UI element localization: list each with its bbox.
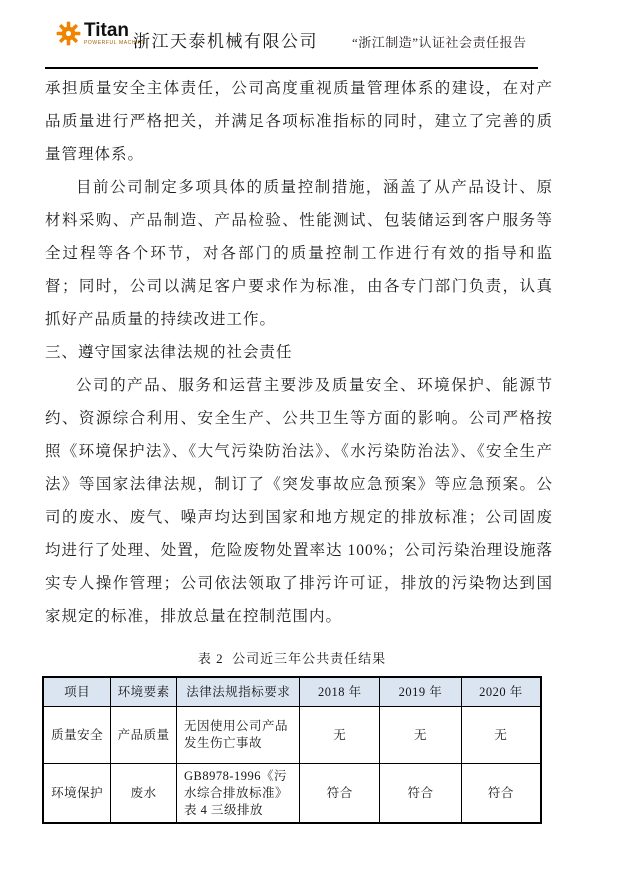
section-heading-legal-responsibility: 三、遵守国家法律法规的社会责任 — [45, 344, 293, 361]
table-header-2018: 2018 年 — [300, 677, 380, 707]
brand-tagline: POWERFUL MACHINE — [84, 40, 147, 46]
paragraph-legal-compliance: 公司的产品、服务和运营主要涉及质量安全、环境保护、能源节约、资源综合利用、安全生产、公共卫生等方面的影响。公司严格按照《环境保护法》、《大气污染防治法》、《水污染防治法》、《安全生产法》等国家法律法规，制订了《突发事故应急预案》等应急预案。公司的废水、废气、噪声均达到国家和地方规定的排放标准；公司固废均进行了处理、处置，危险废物处置率达 100%；公司污染治理设施落实专人操作管理；公司依法领取了排污许可证，排放的污染物达到国家规定的标准，排放总量在控制范围内。 — [45, 377, 553, 625]
table-caption: 表 2 公司近三年公共责任结果 — [197, 651, 387, 666]
company-name: 浙江天泰机械有限公司 — [133, 32, 318, 51]
table-cell: 无因使用公司产品发生伤亡事故 — [176, 707, 300, 764]
table-row-quality-safety — [43, 707, 541, 764]
paragraph-quality-responsibility: 承担质量安全主体责任，公司高度重视质量管理体系的建设，在对产品质量进行严格把关，并满足各项标准指标的同时，建立了完善的质量管理体系。 — [45, 80, 553, 163]
table-row-environment-protection — [43, 764, 541, 824]
table-cell: 无 — [380, 707, 462, 764]
table-header-legal-requirement: 法律法规指标要求 — [176, 677, 300, 707]
page-header — [0, 0, 625, 70]
table-cell: 废水 — [111, 764, 177, 824]
table-cell: GB8978-1996《污水综合排放标准》表 4 三级排放 — [176, 764, 300, 824]
table-cell: 产品质量 — [111, 707, 177, 764]
report-title: “浙江制造”认证社会责任报告 — [352, 35, 527, 50]
table-cell: 质量安全 — [43, 707, 111, 764]
table-cell: 环境保护 — [43, 764, 111, 824]
table-header-item: 项目 — [43, 677, 111, 707]
table-header-env-factor: 环境要素 — [111, 677, 177, 707]
table-cell: 无 — [300, 707, 380, 764]
table-cell: 符合 — [380, 764, 462, 824]
header-divider — [45, 67, 538, 69]
table-cell: 符合 — [461, 764, 541, 824]
table-header-2020: 2020 年 — [461, 677, 541, 707]
gear-icon — [56, 21, 81, 46]
table-cell: 无 — [461, 707, 541, 764]
brand-name: Titan — [84, 20, 130, 41]
document-body — [45, 72, 553, 633]
public-responsibility-table — [42, 676, 542, 824]
table-header-2019: 2019 年 — [380, 677, 462, 707]
paragraph-quality-control: 目前公司制定多项具体的质量控制措施，涵盖了从产品设计、原材料采购、产品制造、产品检验、性能测试、包装储运到客户服务等全过程等各个环节，对各部门的质量控制工作进行有效的指导和监督；同时，公司以满足客户要求作为标准，由各专门部门负责，认真抓好产品质量的持续改进工作。 — [45, 179, 553, 328]
table-cell: 符合 — [300, 764, 380, 824]
table-header-row — [43, 677, 541, 707]
